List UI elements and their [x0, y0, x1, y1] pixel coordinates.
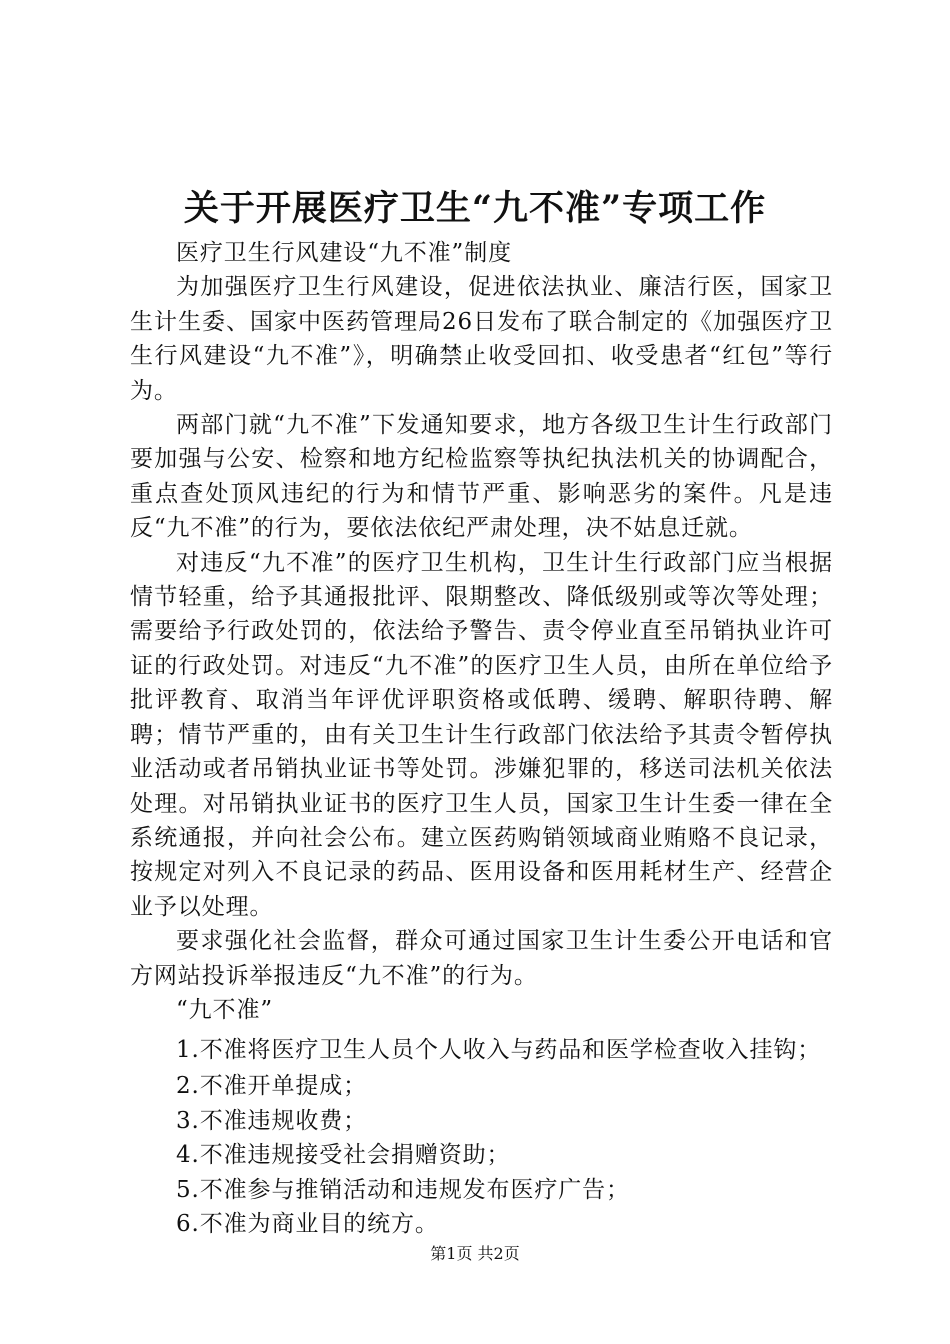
- document-title: 关于开展医疗卫生“九不准”专项工作: [183, 188, 767, 229]
- rules-list: [130, 1031, 833, 1241]
- body-paragraph: 为加强医疗卫生行风建设，促进依法执业、廉洁行医，国家卫生计生委、国家中医药管理局26日发布了联合制定的《加强医疗卫生行风建设“九不准”》，明确禁止收受回扣、收受患者“红包”等行为。: [130, 274, 833, 404]
- document-body: [130, 236, 833, 1241]
- body-paragraph: 对违反“九不准”的医疗卫生机构，卫生计生行政部门应当根据情节轻重，给予其通报批评、限期整改、降低级别或等次等处理；需要给予行政处罚的，依法给予警告、责令停业直至吊销执业许可证的行政处罚。对违反“九不准”的医疗卫生人员，由所在单位给予批评教育、取消当年评优评职资格或低聘、缓聘、解职待聘、解聘；情节严重的，由有关卫生计生行政部门依法给予其责令暂停执业活动或者吊销执业证书等处罚。涉嫌犯罪的，移送司法机关依法处理。对吊销执业证书的医疗卫生人员，国家卫生计生委一律在全系统通报，并向社会公布。建立医药购销领域商业贿赂不良记录，按规定对列入不良记录的药品、医用设备和医用耗材生产、经营企业予以处理。: [130, 549, 833, 920]
- list-item: 6.不准为商业目的统方。: [176, 1210, 439, 1237]
- list-item: 2.不准开单提成；: [176, 1073, 368, 1100]
- body-paragraph: 要求强化社会监督，群众可通过国家卫生计生委公开电话和官方网站投诉举报违反“九不准”的行为。: [130, 928, 833, 989]
- body-paragraph: 两部门就“九不准”下发通知要求，地方各级卫生计生行政部门要加强与公安、检察和地方纪检监察等执纪执法机关的协调配合，重点查处顶风违纪的行为和情节严重、影响恶劣的案件。凡是违反“九不准”的行为，要依法依纪严肃处理，决不姑息迁就。: [130, 412, 833, 542]
- body-paragraph-subtitle: 医疗卫生行风建设“九不准”制度: [176, 240, 513, 266]
- page-footer: 第1页 共2页: [430, 1244, 520, 1263]
- list-item: 4.不准违规接受社会捐赠资助；: [176, 1142, 511, 1169]
- list-item: 1.不准将医疗卫生人员个人收入与药品和医学检查收入挂钩；: [176, 1037, 822, 1064]
- list-item: 3.不准违规收费；: [176, 1107, 368, 1134]
- list-heading: “九不准”: [176, 996, 274, 1023]
- list-item: 5.不准参与推销活动和违规发布医疗广告；: [176, 1176, 630, 1203]
